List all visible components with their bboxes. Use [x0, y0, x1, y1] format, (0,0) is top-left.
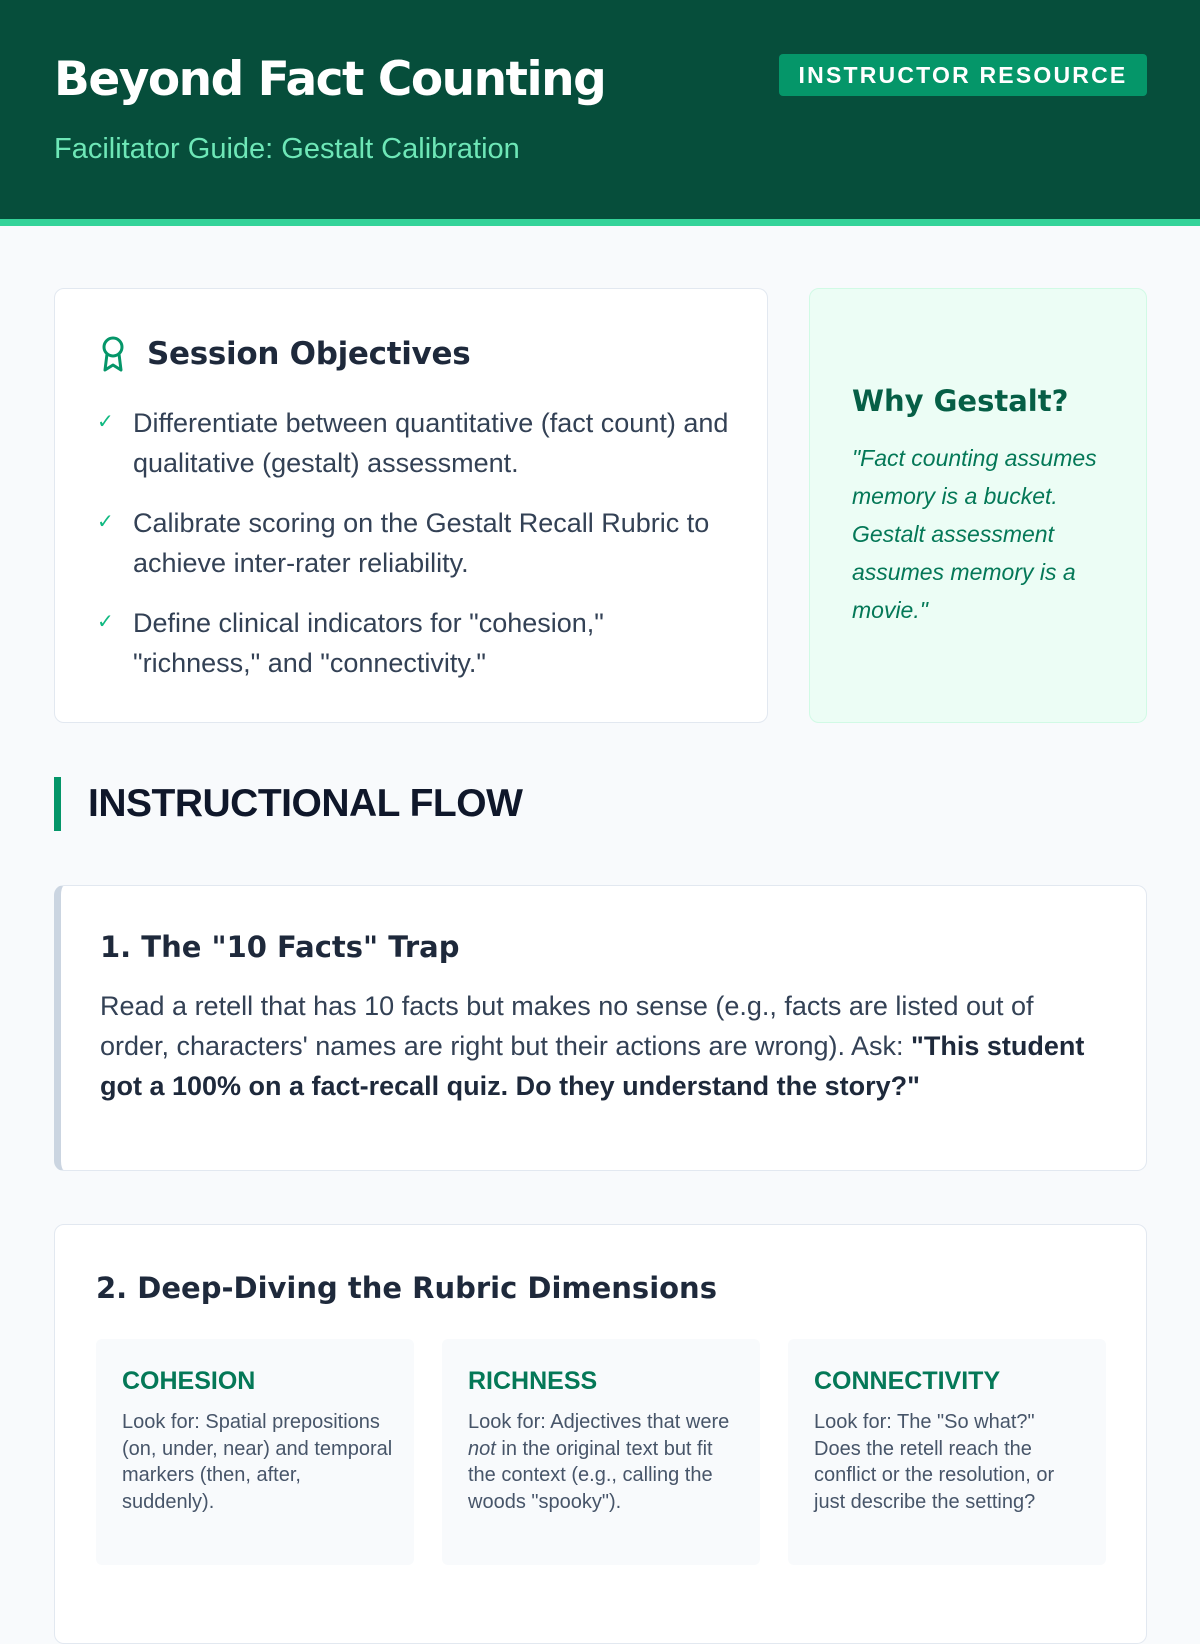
step-2-title: 2. Deep-Diving the Rubric Dimensions	[96, 1271, 717, 1305]
dimension-cohesion	[96, 1339, 414, 1565]
objectives-header	[99, 335, 470, 373]
page-header	[0, 0, 1200, 226]
step-1-body	[100, 986, 1110, 1106]
objective-text: Calibrate scoring on the Gestalt Recall Rubric to achieve inter-rater reliability.	[133, 508, 710, 578]
check-icon: ✓	[97, 511, 114, 533]
instructor-resource-badge: INSTRUCTOR RESOURCE	[779, 54, 1147, 96]
step-1-body-text: Read a retell that has 10 facts but makes no sense (e.g., facts are listed out of order, characters' names are right but their actions are wrong). Ask:	[100, 991, 1034, 1061]
dimension-title: CONNECTIVITY	[814, 1367, 1001, 1395]
dimension-richness	[442, 1339, 760, 1565]
page-title: Beyond Fact Counting	[54, 52, 606, 107]
dimension-text	[468, 1409, 740, 1515]
dimension-text-part: Look for: Adjectives that were	[468, 1411, 730, 1433]
objective-item	[97, 603, 737, 683]
objective-item	[97, 403, 737, 483]
instructional-flow-heading: INSTRUCTIONAL FLOW	[54, 777, 522, 831]
check-icon: ✓	[97, 411, 114, 433]
dimension-text: Look for: Spatial prepositions (on, under, near) and temporal markers (then, after, suddenly).	[122, 1411, 393, 1513]
dimension-title: COHESION	[122, 1367, 256, 1395]
dimension-text-part: in the original text but fit the context (e.g., calling the woods "spooky").	[468, 1437, 713, 1513]
dimension-title: RICHNESS	[468, 1367, 598, 1395]
objective-text: Define clinical indicators for "cohesion," "richness," and "connectivity."	[133, 608, 604, 678]
check-icon: ✓	[97, 611, 114, 633]
dimension-text-emphasis: not	[468, 1437, 496, 1460]
objective-text: Differentiate between quantitative (fact count) and qualitative (gestalt) assessment.	[133, 408, 729, 478]
why-gestalt-title: Why Gestalt?	[852, 384, 1069, 418]
why-gestalt-quote: "Fact counting assumes memory is a bucket. Gestalt assessment assumes memory is a movie."	[852, 445, 1097, 623]
why-gestalt-card	[809, 288, 1147, 723]
dimension-text: Look for: The "So what?" Does the retell reach the conflict or the resolution, or just describe the setting?	[814, 1411, 1055, 1513]
dimension-connectivity	[788, 1339, 1106, 1565]
step-1-card	[54, 885, 1147, 1171]
award-ribbon-icon	[99, 335, 127, 373]
step-1-title: 1. The "10 Facts" Trap	[100, 930, 460, 964]
step-2-card	[54, 1224, 1147, 1644]
session-objectives-card	[54, 288, 768, 723]
step-1-question: "This student got a 100% on a fact-recall quiz. Do they understand the story?"	[100, 1031, 1085, 1101]
objectives-title: Session Objectives	[147, 336, 471, 372]
objective-item	[97, 503, 737, 583]
objectives-list	[97, 403, 737, 703]
page-subtitle: Facilitator Guide: Gestalt Calibration	[54, 133, 520, 165]
